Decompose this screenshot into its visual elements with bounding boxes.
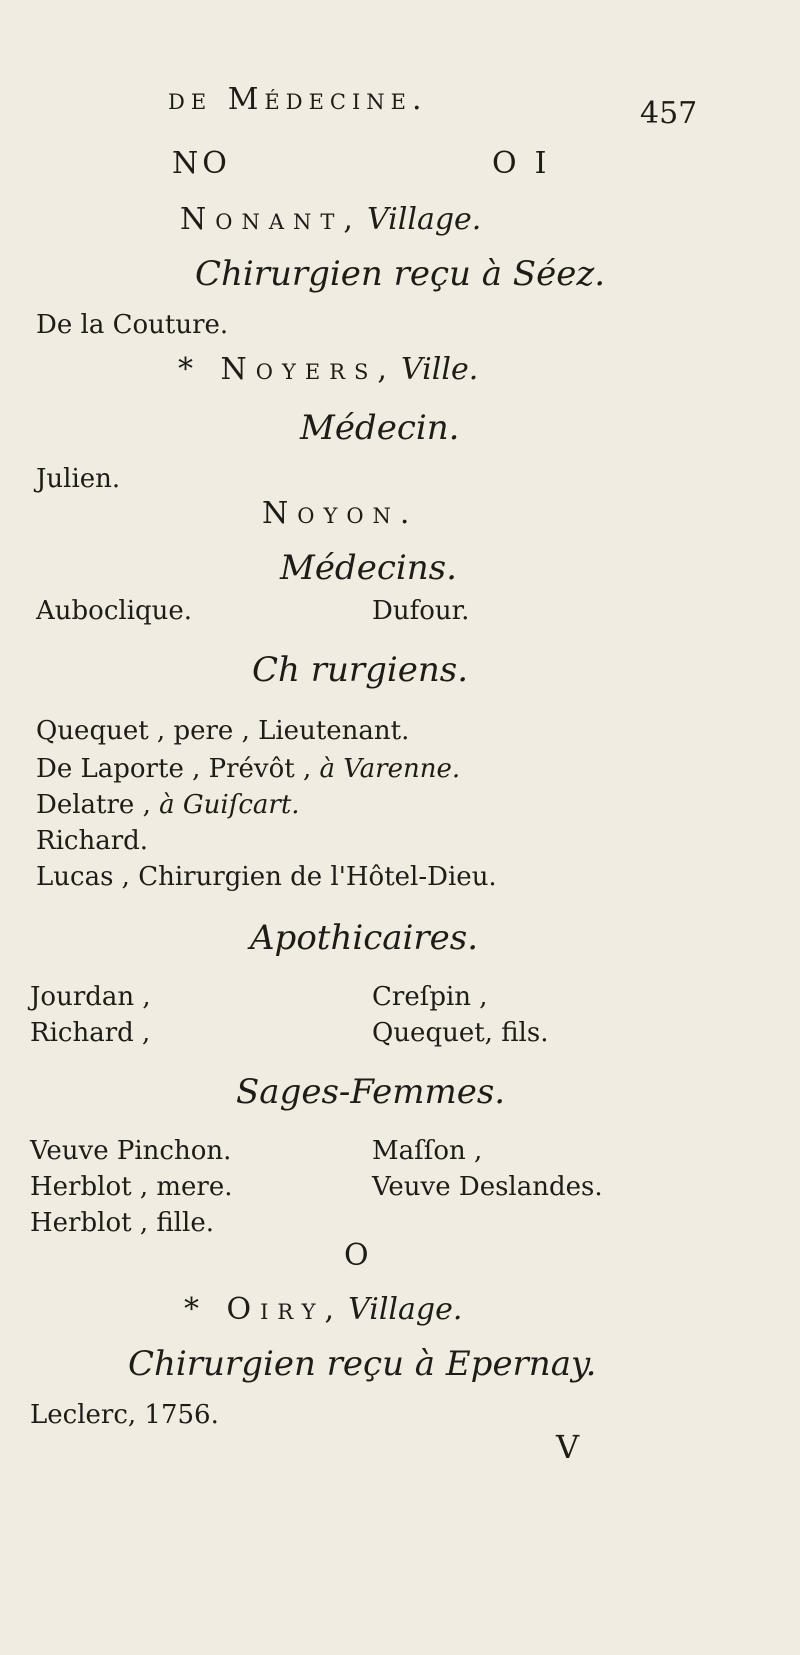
name-leclerc: Leclerc, 1756. <box>30 1400 219 1430</box>
catchword-left: NO <box>172 146 231 181</box>
sage-femme-name: Veuve Deslandes. <box>372 1172 603 1202</box>
signature-mark: V <box>556 1428 580 1466</box>
chirurgien-place: à Varenne. <box>319 754 461 784</box>
town-name: Nonant, <box>180 202 362 237</box>
medecin-name: Dufour. <box>372 596 470 626</box>
town-name: * Noyers, <box>178 352 396 387</box>
entry-title-oiry <box>184 1292 462 1327</box>
name-de-la-couture: De la Couture. <box>36 310 229 340</box>
subtitle-noyers: Médecin. <box>300 408 460 448</box>
sage-femme-name: Herblot , fille. <box>30 1208 214 1238</box>
apothicaire-name: Richard , <box>30 1018 151 1048</box>
chirurgien-place: à Guiſcart. <box>159 790 300 820</box>
apothicaire-name: Creſpin , <box>372 982 488 1012</box>
medecin-name: Auboclique. <box>36 596 193 626</box>
sage-femme-name: Maſſon , <box>372 1136 483 1166</box>
heading-sages-femmes: Sages-Femmes. <box>236 1072 506 1112</box>
running-head: de Médecine. <box>168 82 428 117</box>
chirurgien-row <box>36 826 148 856</box>
apothicaire-name: Jourdan , <box>30 982 151 1012</box>
entry-title-nonant <box>180 202 481 237</box>
sage-femme-name: Veuve Pinchon. <box>30 1136 232 1166</box>
entry-title-noyers <box>178 352 478 387</box>
chirurgien-row <box>36 716 409 746</box>
name-julien: Julien. <box>36 464 121 494</box>
chirurgien-name: De Laporte , Prévôt , <box>36 754 312 784</box>
town-name: * Oiry, <box>184 1292 343 1327</box>
chirurgien-name: Delatre , <box>36 790 151 820</box>
chirurgien-row <box>36 754 460 784</box>
town-type: Village. <box>348 1292 463 1327</box>
heading-medecins: Médecins. <box>280 548 457 588</box>
section-letter: O <box>344 1238 369 1273</box>
town-type: Ville. <box>401 352 479 387</box>
chirurgien-name: Richard. <box>36 826 149 856</box>
chirurgien-row <box>36 862 497 892</box>
chirurgien-row <box>36 790 300 820</box>
sage-femme-name: Herblot , mere. <box>30 1172 233 1202</box>
catchword-right: OI <box>492 146 565 181</box>
chirurgien-name: Lucas , Chirurgien de l'Hôtel-Dieu. <box>36 862 497 892</box>
page-number: 457 <box>640 96 698 131</box>
town-type: Village. <box>367 202 482 237</box>
heading-chirurgiens: Ch rurgiens. <box>252 650 469 690</box>
apothicaire-name: Quequet, fils. <box>372 1018 549 1048</box>
heading-apothicaires: Apothicaires. <box>250 918 479 958</box>
entry-title-noyon: Noyon. <box>262 496 419 531</box>
subtitle-oiry: Chirurgien reçu à Epernay. <box>128 1344 597 1384</box>
subtitle-nonant: Chirurgien reçu à Séez. <box>194 254 606 294</box>
chirurgien-name: Quequet , pere , Lieutenant. <box>36 716 410 746</box>
